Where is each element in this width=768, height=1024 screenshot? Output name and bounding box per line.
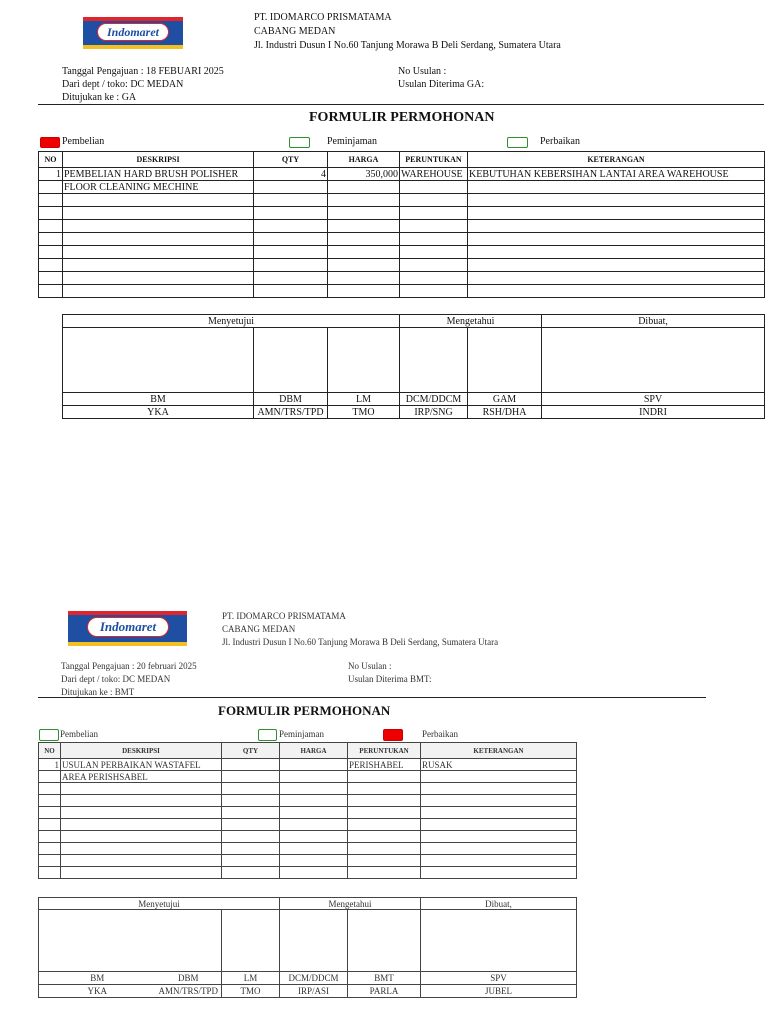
table-row bbox=[39, 831, 577, 843]
cell-peruntukan bbox=[348, 771, 421, 783]
cell-keterangan bbox=[468, 181, 765, 194]
table-row bbox=[39, 259, 765, 272]
tanggal-pengajuan: Tanggal Pengajuan : 18 FEBUARI 2025 bbox=[62, 66, 224, 77]
header-divider bbox=[38, 104, 764, 105]
label-peminjaman: Peminjaman bbox=[327, 136, 377, 147]
form-title: FORMULIR PERMOHONAN bbox=[309, 110, 495, 125]
label-dibuat: Dibuat, bbox=[542, 315, 765, 328]
names-row bbox=[39, 985, 577, 998]
col-no: NO bbox=[39, 152, 63, 168]
table-row bbox=[39, 795, 577, 807]
table-row bbox=[39, 194, 765, 207]
label-menyetujui: Menyetujui bbox=[63, 315, 400, 328]
label-mengetahui: Mengetahui bbox=[280, 898, 421, 910]
cell-no: 1 bbox=[39, 168, 63, 181]
label-menyetujui: Menyetujui bbox=[39, 898, 280, 910]
checkbox-peminjaman[interactable] bbox=[289, 137, 310, 148]
name-dbm: AMN/TRS/TPD bbox=[254, 406, 328, 419]
label-dibuat: Dibuat, bbox=[421, 898, 577, 910]
checkbox-perbaikan[interactable] bbox=[383, 729, 403, 741]
name-bmt: PARLA bbox=[348, 985, 421, 998]
col-qty: QTY bbox=[222, 743, 280, 759]
cell-qty bbox=[254, 181, 328, 194]
name-lm: TMO bbox=[328, 406, 400, 419]
table-row bbox=[39, 181, 765, 194]
col-keterangan: KETERANGAN bbox=[421, 743, 577, 759]
cell-harga: 350,000 bbox=[328, 168, 400, 181]
col-harga: HARGA bbox=[328, 152, 400, 168]
name-gam: RSH/DHA bbox=[468, 406, 542, 419]
table-row bbox=[39, 207, 765, 220]
name-dcm: IRP/ASI bbox=[280, 985, 348, 998]
name-lm: TMO bbox=[222, 985, 280, 998]
role-spv: SPV bbox=[542, 393, 765, 406]
cell-qty bbox=[222, 771, 280, 783]
col-peruntukan: PERUNTUKAN bbox=[400, 152, 468, 168]
logo-wordmark: Indomaret bbox=[87, 617, 169, 637]
signature-space bbox=[63, 328, 765, 393]
table-row bbox=[39, 233, 765, 246]
usulan-diterima: Usulan Diterima GA: bbox=[398, 79, 485, 90]
table-row bbox=[39, 220, 765, 233]
table-row bbox=[39, 783, 577, 795]
col-deskripsi: DESKRIPSI bbox=[61, 743, 222, 759]
role-lm: LM bbox=[222, 972, 280, 985]
role-bm: BM bbox=[63, 393, 254, 406]
label-mengetahui: Mengetahui bbox=[400, 315, 542, 328]
table-row bbox=[39, 867, 577, 879]
role-gam: GAM bbox=[468, 393, 542, 406]
role-bm: BM bbox=[39, 972, 156, 985]
items-table bbox=[38, 151, 765, 298]
items-table bbox=[38, 742, 577, 879]
company-branch: CABANG MEDAN bbox=[254, 26, 336, 37]
cell-harga bbox=[328, 181, 400, 194]
col-peruntukan: PERUNTUKAN bbox=[348, 743, 421, 759]
col-deskripsi: DESKRIPSI bbox=[63, 152, 254, 168]
roles-row bbox=[39, 972, 577, 985]
company-branch: CABANG MEDAN bbox=[222, 624, 296, 634]
table-row bbox=[39, 168, 765, 181]
cell-qty: 4 bbox=[254, 168, 328, 181]
cell-deskripsi: FLOOR CLEANING MECHINE bbox=[63, 181, 254, 194]
name-bm: YKA bbox=[39, 985, 156, 998]
table-row bbox=[39, 819, 577, 831]
table-row bbox=[39, 771, 577, 783]
table-row bbox=[39, 272, 765, 285]
name-spv: INDRI bbox=[542, 406, 765, 419]
checkbox-perbaikan[interactable] bbox=[507, 137, 528, 148]
cell-no: 1 bbox=[39, 759, 61, 771]
company-address: Jl. Industri Dusun I No.60 Tanjung Morawa B Deli Serdang, Sumatera Utara bbox=[222, 637, 499, 647]
cell-qty bbox=[222, 759, 280, 771]
no-usulan: No Usulan : bbox=[348, 661, 392, 671]
checkbox-peminjaman[interactable] bbox=[258, 729, 277, 741]
col-no: NO bbox=[39, 743, 61, 759]
cell-no bbox=[39, 181, 63, 194]
header-divider bbox=[38, 697, 706, 698]
table-row bbox=[39, 246, 765, 259]
role-lm: LM bbox=[328, 393, 400, 406]
cell-harga bbox=[280, 771, 348, 783]
form-title: FORMULIR PERMOHONAN bbox=[218, 703, 391, 718]
col-harga: HARGA bbox=[280, 743, 348, 759]
checkbox-pembelian[interactable] bbox=[40, 137, 60, 148]
label-perbaikan: Perbaikan bbox=[422, 729, 458, 739]
label-peminjaman: Peminjaman bbox=[279, 729, 324, 739]
table-row bbox=[39, 843, 577, 855]
indomaret-logo bbox=[68, 611, 187, 646]
cell-no bbox=[39, 771, 61, 783]
roles-row bbox=[63, 393, 765, 406]
col-keterangan: KETERANGAN bbox=[468, 152, 765, 168]
label-perbaikan: Perbaikan bbox=[540, 136, 580, 147]
signature-table bbox=[62, 314, 765, 419]
cell-keterangan: RUSAK bbox=[421, 759, 577, 771]
table-row bbox=[39, 855, 577, 867]
role-bmt: BMT bbox=[348, 972, 421, 985]
signature-space bbox=[39, 910, 577, 972]
dari-dept: Dari dept / toko: DC MEDAN bbox=[61, 674, 171, 684]
tanggal-pengajuan: Tanggal Pengajuan : 20 februari 2025 bbox=[61, 661, 197, 671]
name-bm: YKA bbox=[63, 406, 254, 419]
col-qty: QTY bbox=[254, 152, 328, 168]
dari-dept: Dari dept / toko: DC MEDAN bbox=[62, 79, 184, 90]
cell-deskripsi: USULAN PERBAIKAN WASTAFEL bbox=[61, 759, 222, 771]
cell-deskripsi: PEMBELIAN HARD BRUSH POLISHER bbox=[63, 168, 254, 181]
name-dcm: IRP/SNG bbox=[400, 406, 468, 419]
role-dcm: DCM/DDCM bbox=[400, 393, 468, 406]
signature-table bbox=[38, 897, 577, 998]
table-row bbox=[39, 285, 765, 298]
company-address: Jl. Industri Dusun I No.60 Tanjung Morawa B Deli Serdang, Sumatera Utara bbox=[254, 40, 561, 51]
cell-harga bbox=[280, 759, 348, 771]
table-row bbox=[39, 759, 577, 771]
names-row bbox=[63, 406, 765, 419]
checkbox-pembelian[interactable] bbox=[39, 729, 59, 741]
cell-peruntukan: WAREHOUSE bbox=[400, 168, 468, 181]
role-dbm: DBM bbox=[254, 393, 328, 406]
cell-deskripsi: AREA PERISHSABEL bbox=[61, 771, 222, 783]
role-spv: SPV bbox=[421, 972, 577, 985]
role-dcm: DCM/DDCM bbox=[280, 972, 348, 985]
company-name: PT. IDOMARCO PRISMATAMA bbox=[254, 12, 392, 23]
cell-peruntukan bbox=[400, 181, 468, 194]
cell-keterangan bbox=[421, 771, 577, 783]
label-pembelian: Pembelian bbox=[60, 729, 98, 739]
name-dbm: AMN/TRS/TPD bbox=[156, 985, 222, 998]
logo-wordmark: Indomaret bbox=[97, 23, 169, 41]
no-usulan: No Usulan : bbox=[398, 66, 447, 77]
cell-peruntukan: PERISHABEL bbox=[348, 759, 421, 771]
name-spv: JUBEL bbox=[421, 985, 577, 998]
cell-keterangan: KEBUTUHAN KEBERSIHAN LANTAI AREA WAREHOUSE bbox=[468, 168, 765, 181]
role-dbm: DBM bbox=[156, 972, 222, 985]
ditujukan-ke: Ditujukan ke : BMT bbox=[61, 687, 135, 697]
indomaret-logo bbox=[83, 17, 183, 49]
table-row bbox=[39, 807, 577, 819]
ditujukan-ke: Ditujukan ke : GA bbox=[62, 92, 137, 103]
usulan-diterima: Usulan Diterima BMT: bbox=[348, 674, 432, 684]
company-name: PT. IDOMARCO PRISMATAMA bbox=[222, 611, 346, 621]
label-pembelian: Pembelian bbox=[62, 136, 105, 147]
